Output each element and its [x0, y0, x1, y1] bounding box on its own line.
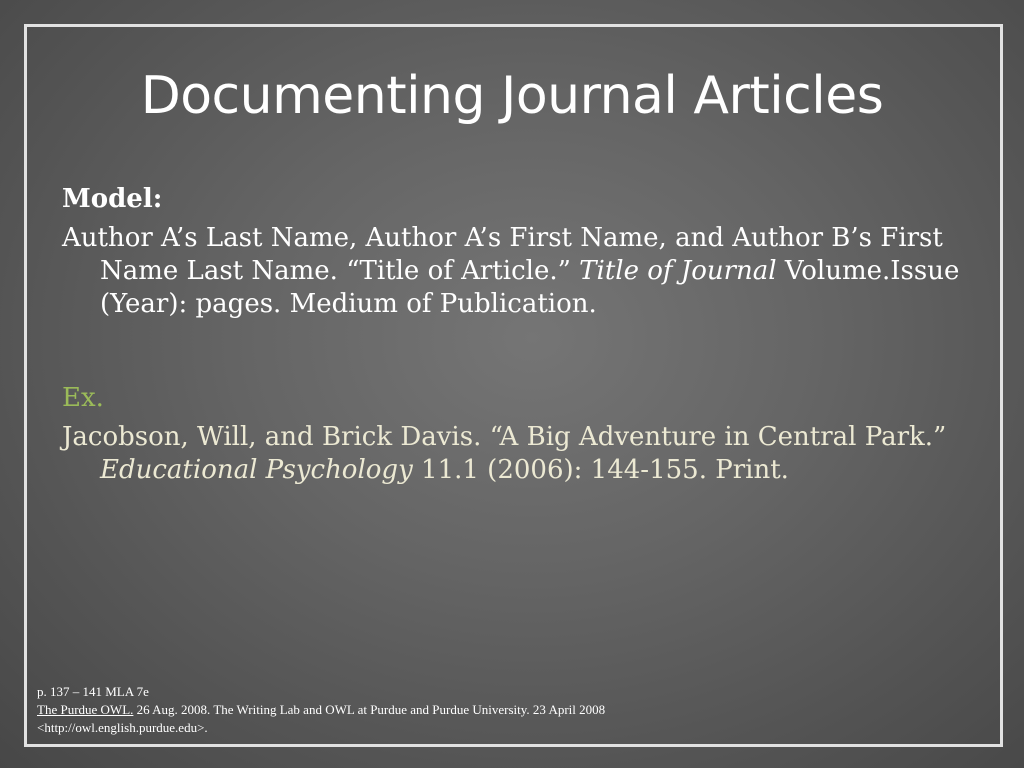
- example-citation-part2: 11.1 (2006): 144-155. Print.: [412, 455, 789, 485]
- footnote-source: [37, 701, 605, 719]
- model-citation-part2: Volume.Issue (Year): pages. Medium of Publication.: [100, 256, 960, 319]
- footnote-source-details: 26 Aug. 2008. The Writing Lab and OWL at Purdue and Purdue University. 23 April 2008: [133, 702, 606, 717]
- example-citation: [62, 421, 962, 487]
- example-citation-part1: Jacobson, Will, and Brick Davis. “A Big Adventure in Central Park.”: [62, 422, 947, 452]
- slide-title: Documenting Journal Articles: [140, 66, 884, 126]
- example-citation-journal: Educational Psychology: [100, 455, 413, 485]
- footnote-url: <http://owl.english.purdue.edu>.: [37, 720, 208, 735]
- example-label: Ex.: [62, 383, 104, 413]
- footnote: [37, 683, 605, 737]
- model-citation: [62, 222, 962, 321]
- model-citation-part1: Author A’s Last Name, Author A’s First Name, and Author B’s First Name Last Name. “Title of Article.”: [62, 223, 943, 286]
- footnote-source-title: The Purdue OWL.: [37, 702, 134, 717]
- model-citation-journal: Title of Journal: [579, 256, 777, 286]
- slide-body: [62, 180, 962, 487]
- model-label: Model:: [62, 184, 163, 214]
- footnote-page-ref: p. 137 – 141 MLA 7e: [37, 684, 149, 699]
